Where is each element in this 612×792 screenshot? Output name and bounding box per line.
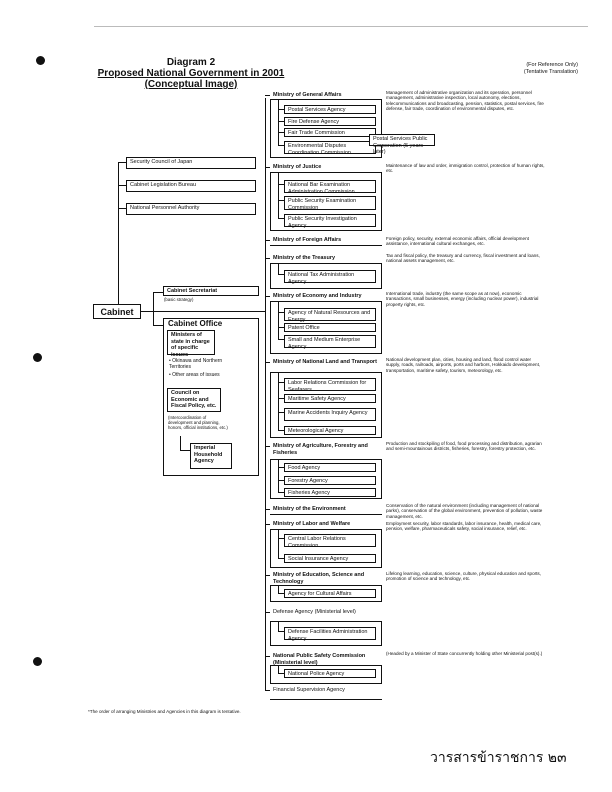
imperial-household-box: Imperial Household Agency <box>190 443 232 469</box>
cabinet-secretariat-box: Cabinet Secretariat <box>163 286 259 296</box>
ministry-land-description: National development plan, cities, housing and land, flood control water supply, roads, railroads, airports, ports and harbors, Hokkaido development, transportation, maritime safety, tourism, meteorology, etc. <box>386 357 541 373</box>
agency-box: Fire Defense Agency <box>284 117 376 126</box>
connector <box>278 622 279 631</box>
connector <box>180 436 181 450</box>
personnel-authority-box: National Personnel Authority <box>126 203 256 215</box>
ministry-justice-title: Ministry of Justice <box>270 163 382 173</box>
cabinet-box: Cabinet <box>93 304 141 319</box>
connector <box>278 460 279 492</box>
ministry-land-title: Ministry of National Land and Transport <box>270 358 382 373</box>
connector <box>278 586 279 593</box>
ministry-defense-title: Defense Agency (Ministerial level) <box>270 608 382 622</box>
connector <box>118 208 126 209</box>
agency-box: Central Labor Relations Commission <box>284 534 376 547</box>
agency-box: National Tax Administration Agency <box>284 270 376 283</box>
agency-box: Marine Accidents Inquiry Agency <box>284 408 376 421</box>
ministers-box: Ministers of state in charge of specific issues <box>167 330 215 355</box>
agency-box: Fair Trade Commission <box>284 128 376 137</box>
main-trunk <box>265 98 266 691</box>
ministry-psc-title: National Public Safety Commission (Ministerial level) <box>270 652 382 666</box>
connector <box>153 292 163 293</box>
agency-box: Environmental Disputes Coordination Commission <box>284 141 376 154</box>
legislation-bureau-box: Cabinet Legislation Bureau <box>126 180 256 192</box>
ministry-treasury-title: Ministry of the Treasury <box>270 254 382 264</box>
cabinet-office-title: Cabinet Office <box>168 319 223 328</box>
ministry-environment-title: Ministry of the Environment <box>270 505 382 515</box>
agency-box: Defense Facilities Administration Agency <box>284 627 376 640</box>
agency-box: Labor Relations Commission for Seafarers <box>284 378 376 391</box>
connector <box>118 185 126 186</box>
left-trunk <box>118 162 119 304</box>
ministry-labor-description: Employment security, labor standards, labor insurance, health, medical care, pension, welfare, pharmaceuticals safety, social insurance, relief, etc. <box>386 521 542 532</box>
connector <box>278 666 279 673</box>
ministry-fsa-title: Financial Supervision Agency <box>270 686 382 700</box>
ministry-general_affairs-title: Ministry of General Affairs <box>270 91 382 100</box>
ministry-economy-description: International trade, industry (the same scope as at now), economic transactions, small businesses, energy (including nuclear power), industrial property rights, etc. <box>386 291 539 307</box>
ministry-foreign-description: Foreign policy, security, external economic affairs, official development assistance, international cultural exchanges, etc. <box>386 236 529 247</box>
ministry-treasury-description: Tax and fiscal policy, the treasury and currency, fiscal investment and loans, national assets management, etc. <box>386 253 540 264</box>
council-box: Council on Economic and Fiscal Policy, etc. <box>167 388 221 412</box>
footer-note: *The order of arranging Ministries and Agencies in this diagram is tentative. <box>88 709 241 714</box>
agency-box: Food Agency <box>284 463 376 472</box>
connector <box>278 264 279 274</box>
binder-hole <box>33 657 42 666</box>
ministry-justice-description: Maintenance of law and order, immigration control, protection of human rights, etc. <box>386 163 545 174</box>
connector <box>278 530 279 558</box>
connector <box>180 450 190 451</box>
agency-box: Agency for Cultural Affairs <box>284 589 376 598</box>
connector <box>278 173 279 218</box>
bullet-other: • Other areas of issues <box>169 372 220 378</box>
agency-box: Patent Office <box>284 323 376 332</box>
ministry-environment-description: Conservation of the natural environment (including management of national parks), conservation of the global environment, prevention of pollution, waste management, etc. <box>386 503 543 519</box>
agency-box: Agency of Natural Resources and Energy <box>284 308 376 321</box>
cabinet-connector <box>141 311 153 312</box>
side-box: Postal Services Public Corporation (5 years later) <box>369 134 435 146</box>
connector <box>118 162 126 163</box>
ministry-economy-title: Ministry of Economy and Industry <box>270 292 382 302</box>
bullet-okinawa: • Okinawa and Northern Territories <box>169 358 223 370</box>
agency-box: Forestry Agency <box>284 476 376 485</box>
reference-note: (For Reference Only) (Tentative Translation) <box>523 62 578 75</box>
ministry-psc-description: (Headed by a Minister of State concurrently holding other Ministerial post(s).) <box>386 651 543 656</box>
cabinet-branch <box>153 292 154 325</box>
ministry-education-description: Lifelong learning, education, science, culture, physical education and sports, promotion of science and technology, etc. <box>386 571 542 582</box>
agency-box: Public Security Investigation Agency <box>284 214 376 227</box>
agency-box: Social Insurance Agency <box>284 554 376 563</box>
ministry-agriculture-title: Ministry of Agriculture, Forestry and Fisheries <box>270 442 382 460</box>
agency-box: Small and Medium Enterprise Agency <box>284 335 376 348</box>
security-council-box: Security Council of Japan <box>126 157 256 169</box>
connector <box>278 100 279 145</box>
agency-box: National Bar Examination Administration Commission <box>284 180 376 193</box>
cabinet-office-note: (Intercoordination of development and planning, honors, official institutions, etc.) <box>168 415 228 430</box>
connector <box>153 325 163 326</box>
agency-box: Fisheries Agency <box>284 488 376 497</box>
ministry-agriculture-description: Production and stockpiling of food, food processing and distribution, agrarian and semi-mountainous districts, fisheries, forestry, forestry protection, etc. <box>386 441 542 452</box>
ministry-education-title: Ministry of Education, Science and Technology <box>270 571 382 586</box>
diagram-title: Diagram 2 Proposed National Government in 2001 (Conceptual Image) <box>97 57 285 90</box>
top-rule <box>94 26 588 27</box>
agency-box: Public Security Examination Commission <box>284 196 376 210</box>
main-horizontal <box>153 311 265 312</box>
agency-box: Maritime Safety Agency <box>284 394 376 403</box>
ministry-labor-title: Ministry of Labor and Welfare <box>270 520 382 530</box>
binder-hole <box>33 353 42 362</box>
agency-box: National Police Agency <box>284 669 376 678</box>
connector <box>278 302 279 339</box>
ministry-foreign-title: Ministry of Foreign Affairs <box>270 236 382 246</box>
binder-hole <box>36 56 45 65</box>
agency-box: Meteorological Agency <box>284 426 376 435</box>
secretariat-note: (basic strategy) <box>164 297 194 302</box>
page-number: วารสารข้าราชการ ๒๓ <box>430 750 567 766</box>
ministry-general_affairs-description: Management of administrative organization and its operation, personnel management, administrative inspection, local autonomy, elections, telecommunications and broadcasting, pension, statistics, postal services, fire defense, fair trade, coordination of environmental disputes, etc. <box>386 90 544 112</box>
agency-box: Postal Services Agency <box>284 105 376 114</box>
